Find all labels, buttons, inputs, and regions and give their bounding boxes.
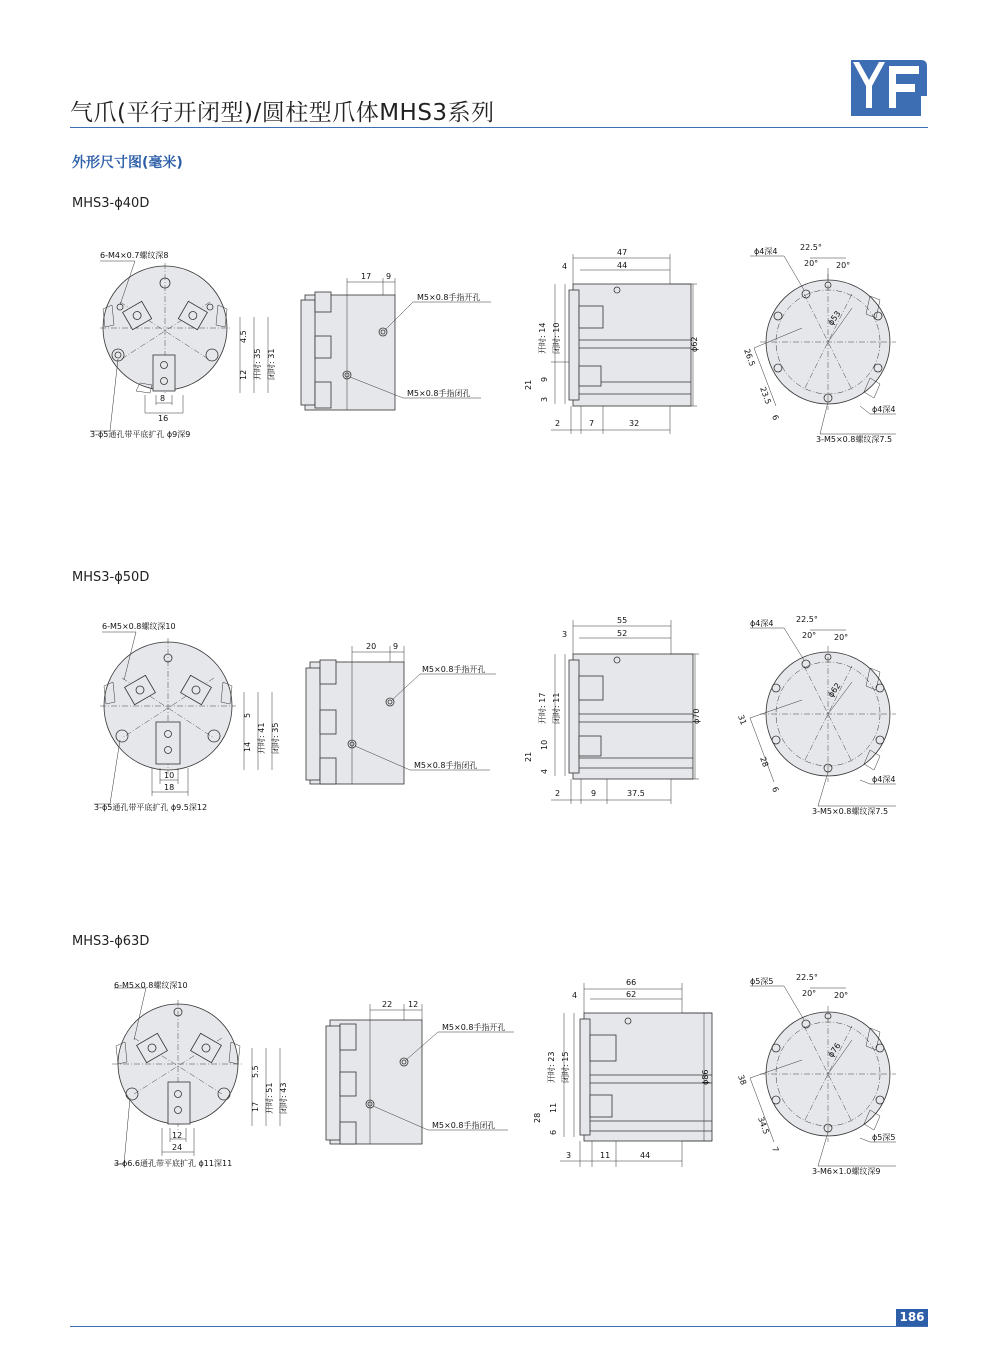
dim-label: 31 <box>736 713 749 727</box>
front-view-drawing <box>80 245 290 445</box>
dim-label: 7 <box>770 1145 781 1154</box>
dim-label: 6 <box>770 413 781 422</box>
dim-label: 8 <box>160 394 166 403</box>
port-open-note: M5×0.8手指开孔 <box>417 293 481 302</box>
dim-label: 14 <box>243 741 252 752</box>
thread-note: 3-M5×0.8螺纹深7.5 <box>816 435 893 444</box>
thread-note: 3-M5×0.8螺纹深7.5 <box>812 807 889 816</box>
dim-label: ϕ62 <box>826 681 843 700</box>
dim-label: 6 <box>549 1129 558 1135</box>
dim-label: 7 <box>589 419 595 428</box>
dim-label: ϕ86 <box>701 1069 710 1085</box>
dim-label: 5.5 <box>251 1065 260 1078</box>
dim-label: ϕ4深4 <box>750 619 774 628</box>
dim-label: ϕ53 <box>826 309 843 328</box>
dim-label: 18 <box>164 783 175 792</box>
dim-label: ϕ5深5 <box>750 977 774 986</box>
dim-label: 开时: 35 <box>253 348 262 380</box>
dim-label: 2 <box>555 789 561 798</box>
port-close-note: M5×0.8手指闭孔 <box>432 1121 496 1130</box>
dim-label: 9 <box>393 642 399 651</box>
side-view-drawing <box>300 640 500 790</box>
footer-rule <box>70 1326 928 1327</box>
dim-label: 10 <box>164 771 175 780</box>
dim-label: 3 <box>566 1151 572 1160</box>
thread-note: 6-M4×0.7螺纹深8 <box>100 251 169 260</box>
dim-label: 3 <box>540 396 549 402</box>
dim-label: 开时: 14 <box>538 322 547 354</box>
hole-note: 3-ϕ5通孔带平底扩孔 ϕ9.5深12 <box>94 803 208 812</box>
dim-label: 20° <box>834 633 849 642</box>
front-view-drawing <box>80 618 290 818</box>
section-view-drawing <box>525 242 715 442</box>
front-view-drawing <box>100 982 310 1182</box>
dim-label: 22.5° <box>796 973 818 982</box>
port-open-note: M5×0.8手指开孔 <box>422 665 486 674</box>
dim-label: ϕ4深4 <box>872 775 896 784</box>
dim-label: 21 <box>524 751 533 762</box>
dim-label: 4 <box>540 768 549 774</box>
thread-note: 6-M5×0.8螺纹深10 <box>102 622 176 631</box>
dim-label: 20° <box>836 261 851 270</box>
dim-label: 闭时: 43 <box>279 1082 288 1114</box>
dim-label: 4.5 <box>239 330 248 343</box>
dim-label: 开时: 51 <box>265 1082 274 1114</box>
dim-label: 47 <box>617 248 628 257</box>
dim-label: 21 <box>524 379 533 390</box>
dim-label: 11 <box>549 1102 558 1113</box>
section-view-drawing <box>525 612 715 812</box>
dim-label: 20° <box>802 631 817 640</box>
dim-label: 17 <box>361 272 372 281</box>
model-label: MHS3-ϕ63D <box>72 934 150 949</box>
dim-label: 20° <box>804 259 819 268</box>
dim-label: 4 <box>572 991 578 1000</box>
dim-label: 20° <box>802 989 817 998</box>
dim-label: 23.5 <box>758 385 773 406</box>
section-heading: 外形尺寸图(毫米) <box>72 155 183 171</box>
dim-label: 16 <box>158 414 169 423</box>
page-title: 气爪(平行开闭型)/圆柱型爪体MHS3系列 <box>70 100 495 126</box>
dim-label: 32 <box>629 419 640 428</box>
port-open-note: M5×0.8手指开孔 <box>442 1023 506 1032</box>
side-view-drawing <box>318 1000 518 1150</box>
hole-note: 3-ϕ6.6通孔带平底扩孔 ϕ11深11 <box>114 1159 233 1168</box>
dim-label: ϕ4深4 <box>872 405 896 414</box>
dim-label: 44 <box>617 261 628 270</box>
page-number: 186 <box>896 1309 928 1326</box>
model-label: MHS3-ϕ50D <box>72 570 150 585</box>
dim-label: ϕ4深4 <box>754 247 778 256</box>
dim-label: ϕ62 <box>690 336 699 352</box>
dim-label: 9 <box>591 789 597 798</box>
dim-label: 24 <box>172 1143 183 1152</box>
dim-label: 闭时: 15 <box>561 1051 570 1083</box>
dim-label: 3 <box>562 630 568 639</box>
dim-label: 6 <box>770 785 781 794</box>
dim-label: 闭时: 31 <box>267 348 276 380</box>
dim-label: 2 <box>555 419 561 428</box>
dim-label: 22.5° <box>800 243 822 252</box>
dim-label: 闭时: 11 <box>552 692 561 724</box>
dim-label: 闭时: 10 <box>552 322 561 354</box>
dim-label: 12 <box>408 1000 419 1009</box>
thread-note: 3-M6×1.0螺纹深9 <box>812 1167 881 1176</box>
dim-label: 34.5 <box>756 1115 771 1136</box>
dim-label: 开时: 41 <box>257 722 266 754</box>
rear-view-drawing <box>720 612 920 822</box>
dim-label: ϕ76 <box>826 1041 843 1060</box>
dim-label: 闭时: 35 <box>271 722 280 754</box>
hole-note: 3-ϕ5通孔带平底扩孔 ϕ9深9 <box>90 430 191 439</box>
thread-note: 6-M5×0.8螺纹深10 <box>114 981 188 990</box>
dim-label: 4 <box>562 262 568 271</box>
dim-label: 44 <box>640 1151 651 1160</box>
dim-label: 12 <box>239 369 248 380</box>
title-rule <box>70 127 928 128</box>
dim-label: 17 <box>251 1101 260 1112</box>
dim-label: 9 <box>386 272 392 281</box>
dim-label: 20° <box>834 991 849 1000</box>
rear-view-drawing <box>720 238 920 448</box>
port-close-note: M5×0.8手指闭孔 <box>414 761 478 770</box>
port-close-note: M5×0.8手指闭孔 <box>407 389 471 398</box>
dim-label: 9 <box>540 376 549 382</box>
model-label: MHS3-ϕ40D <box>72 196 150 211</box>
dim-label: 10 <box>540 739 549 750</box>
dim-label: 开时: 23 <box>547 1051 556 1083</box>
dim-label: 开时: 17 <box>538 692 547 724</box>
dim-label: 5 <box>243 712 252 718</box>
dim-label: 55 <box>617 616 628 625</box>
dim-label: 52 <box>617 629 628 638</box>
dim-label: 26.5 <box>742 347 757 368</box>
brand-logo <box>847 56 929 120</box>
dim-label: 12 <box>172 1131 183 1140</box>
dim-label: 38 <box>736 1073 749 1087</box>
dim-label: 20 <box>366 642 377 651</box>
dim-label: 37.5 <box>627 789 645 798</box>
side-view-drawing <box>295 270 495 420</box>
dim-label: 28 <box>758 755 771 769</box>
dim-label: 22 <box>382 1000 393 1009</box>
dim-label: ϕ5深5 <box>872 1133 896 1142</box>
dim-label: 66 <box>626 978 637 987</box>
dim-label: ϕ70 <box>692 708 701 724</box>
dim-label: 28 <box>533 1112 542 1123</box>
rear-view-drawing <box>720 968 920 1178</box>
section-view-drawing <box>532 975 722 1175</box>
dim-label: 22.5° <box>796 615 818 624</box>
dim-label: 62 <box>626 990 637 999</box>
dim-label: 11 <box>600 1151 611 1160</box>
